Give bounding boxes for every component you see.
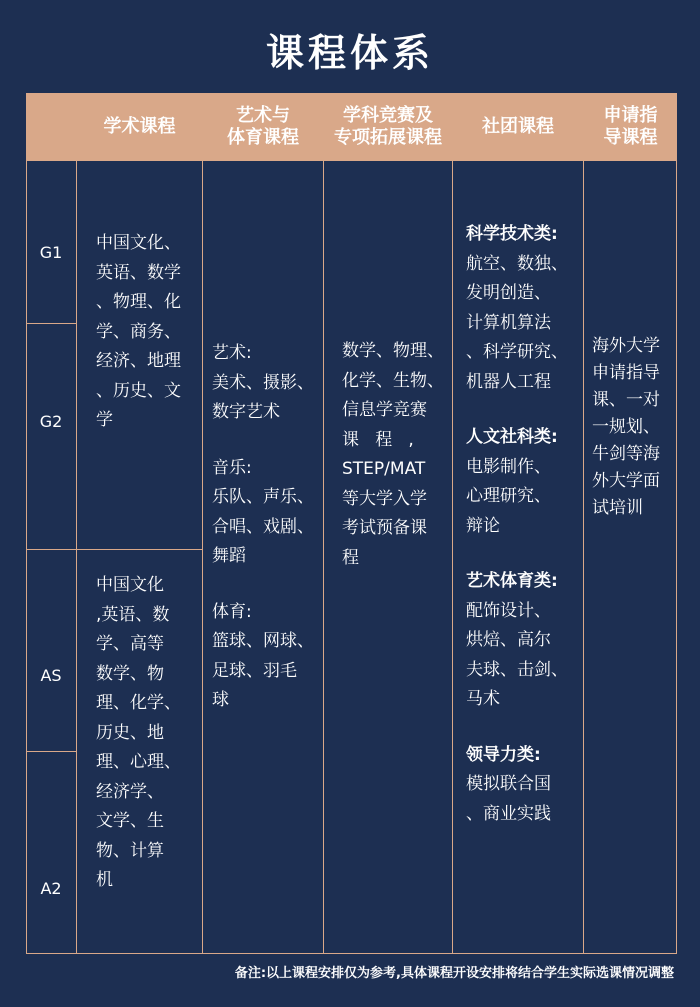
header-arts-sports-label: 艺术与 体育课程 <box>227 105 299 148</box>
text-line: 试培训 <box>592 498 643 518</box>
text-line: 理、化学、 <box>96 693 181 713</box>
header-arts-sports <box>203 93 323 161</box>
humanities-heading: 人文社科类: <box>466 427 558 447</box>
grid-line <box>26 751 77 752</box>
clubs-cell <box>466 220 578 829</box>
text-line: 烘焙、高尔 <box>466 630 551 650</box>
text-line: 辩论 <box>466 515 500 536</box>
text-line: 电影制作、 <box>466 456 551 477</box>
text-line: 学 <box>96 410 113 430</box>
competition-cell <box>342 337 448 573</box>
arts-heading: 艺术: <box>212 343 252 363</box>
text-line: ,英语、数 <box>96 604 170 625</box>
grade-a2: A2 <box>40 879 62 898</box>
text-line: 机 <box>96 870 113 890</box>
text-line: 等大学入学 <box>342 488 427 509</box>
text-line: 信息学竞赛 <box>342 400 427 420</box>
header-clubs <box>453 93 583 161</box>
grid-line <box>323 93 324 954</box>
text-line: 乐队、声乐、 <box>212 487 314 507</box>
text-line: 、历史、文 <box>96 380 181 401</box>
page-title: 课程体系 <box>265 31 434 75</box>
text-line: 合唱、戏剧、 <box>212 516 314 537</box>
header-application-label: 申请指 导课程 <box>603 105 658 148</box>
text-line: 足球、羽毛 <box>212 660 297 681</box>
academic-a-cell <box>96 571 194 896</box>
grid-line <box>26 93 27 954</box>
text-line: 一规划、 <box>592 417 660 437</box>
text-line: 航空、数独、 <box>466 253 568 274</box>
text-line: 外大学面 <box>592 471 660 491</box>
text-line: 中国文化 <box>96 575 164 595</box>
curriculum-table <box>26 93 677 954</box>
sci-tech-heading: 科学技术类: <box>466 224 558 244</box>
text-line: 马术 <box>466 689 500 709</box>
text-line: 文学、生 <box>96 811 164 831</box>
text-line: 配饰设计、 <box>466 600 551 621</box>
arts-sports-club-heading: 艺术体育类: <box>466 571 558 591</box>
header-blank <box>26 93 76 161</box>
text-line: 理、心理、 <box>96 752 181 772</box>
text-line: 、科学研究、 <box>466 342 568 362</box>
leadership-heading: 领导力类: <box>466 744 541 765</box>
music-heading: 音乐: <box>212 457 252 478</box>
text-line: 中国文化、 <box>96 233 181 253</box>
text-line: 经济学、 <box>96 781 164 802</box>
text-line: 、物理、化 <box>96 292 181 312</box>
text-line: 历史、地 <box>96 722 164 743</box>
text-line: 夫球、击剑、 <box>466 659 568 680</box>
text-line: 数学、物 <box>96 663 164 684</box>
grid-line <box>583 93 584 954</box>
text-line: 数字艺术 <box>212 402 280 422</box>
text-line: 英语、数学 <box>96 262 181 283</box>
text-line: STEP/MAT <box>342 459 426 479</box>
header-academic <box>77 93 202 161</box>
text-line: 模拟联合国 <box>466 774 551 794</box>
text-line: 考试预备课 <box>342 518 427 538</box>
text-line: 球 <box>212 690 229 710</box>
grid-line <box>202 93 203 954</box>
text-line: 物、计算 <box>96 840 164 861</box>
text-line: 篮球、网球、 <box>212 631 314 651</box>
header-competition-label: 学科竞赛及 专项拓展课程 <box>334 105 442 148</box>
text-line: 数学、物理、 <box>342 341 444 361</box>
application-cell <box>592 333 672 522</box>
grid-line <box>26 549 203 550</box>
text-line: 学、商务、 <box>96 321 181 342</box>
text-line: 程 <box>342 547 359 568</box>
text-line: 申请指导 <box>592 363 660 383</box>
header-clubs-label: 社团课程 <box>482 116 554 137</box>
grid-line <box>76 93 77 954</box>
text-line: 舞蹈 <box>212 546 246 566</box>
arts-sports-cell <box>212 339 318 716</box>
text-line: 牛剑等海 <box>592 444 660 464</box>
grid-line <box>26 323 77 324</box>
text-line: 发明创造、 <box>466 283 551 303</box>
text-line: 经济、地理 <box>96 351 181 371</box>
text-line: 美术、摄影、 <box>212 372 314 393</box>
header-application <box>584 93 677 161</box>
header-competition <box>324 93 452 161</box>
text-line: 、商业实践 <box>466 803 551 824</box>
text-line: 化学、生物、 <box>342 370 444 391</box>
footnote: 备注:以上课程安排仅为参考,具体课程开设安排将结合学生实际选课情况调整 <box>234 966 674 981</box>
text-line: 课、一对 <box>592 390 660 410</box>
text-line: 海外大学 <box>592 336 660 356</box>
header-academic-label: 学术课程 <box>103 116 176 137</box>
text-line: 课 程 , <box>342 429 414 450</box>
grade-g2: G2 <box>39 412 63 431</box>
text-line: 学、高等 <box>96 634 164 654</box>
text-line: 心理研究、 <box>466 486 551 506</box>
sports-heading: 体育: <box>212 601 252 622</box>
grade-g1: G1 <box>39 243 63 262</box>
text-line: 机器人工程 <box>466 371 551 392</box>
grade-as: AS <box>40 666 62 685</box>
grid-line <box>452 93 453 954</box>
grid-line <box>676 93 677 954</box>
text-line: 计算机算法 <box>466 312 551 333</box>
academic-g-cell <box>96 229 194 436</box>
grid-line <box>26 953 677 954</box>
